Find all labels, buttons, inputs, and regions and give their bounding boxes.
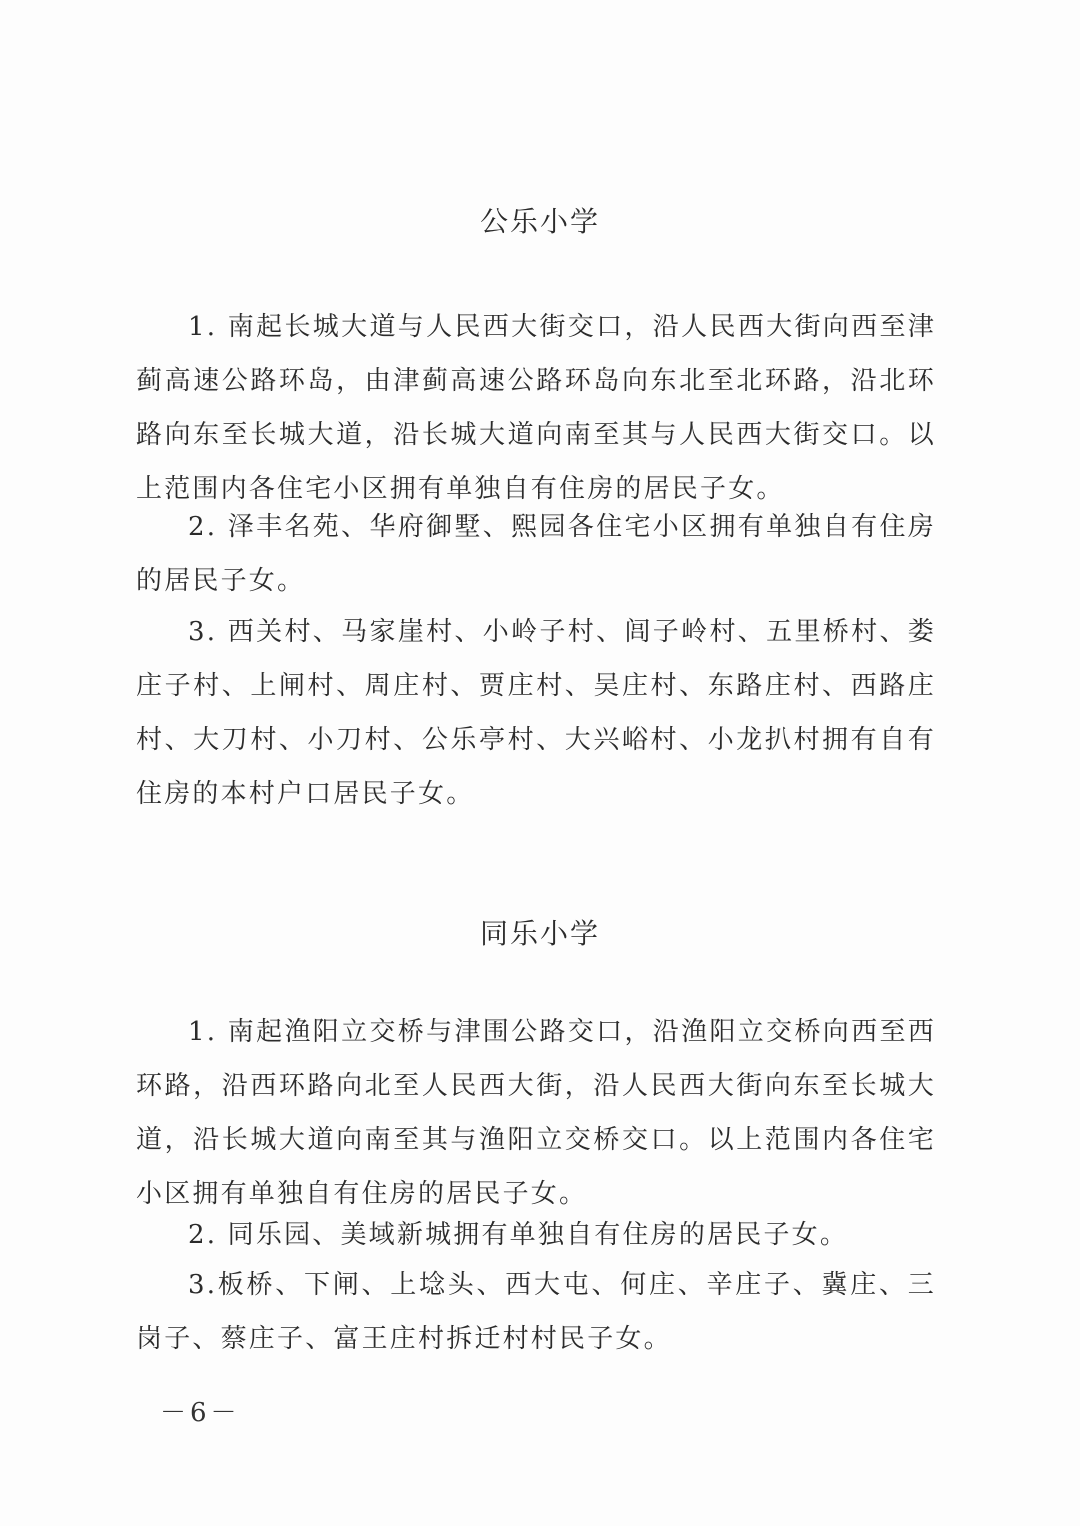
tongle-paragraph-1: 1. 南起渔阳立交桥与津围公路交口，沿渔阳立交桥向西至西环路，沿西环路向北至人民西大街，沿人民西大街向东至长城大道，沿长城大道向南至其与渔阳立交桥交口。以上范围内各住宅小区拥有单独自有住房的居民子女。 — [136, 1017, 936, 1209]
tongle-paragraph-3: 3.板桥、下闸、上埝头、西大屯、何庄、辛庄子、冀庄、三岗子、蔡庄子、富王庄村拆迁村村民子女。 — [136, 1270, 936, 1354]
page-number: －6－ — [160, 1398, 241, 1428]
gongle-paragraph-1: 1. 南起长城大道与人民西大街交口，沿人民西大街向西至津蓟高速公路环岛，由津蓟高速公路环岛向东北至北环路，沿北环路向东至长城大道，沿长城大道向南至其与人民西大街交口。以上范围内各住宅小区拥有单独自有住房的居民子女。 — [136, 312, 936, 504]
tongle-paragraph-2: 2. 同乐园、美域新城拥有单独自有住房的居民子女。 — [188, 1220, 849, 1250]
section-title-gongle: 公乐小学 — [479, 205, 600, 238]
section-title-tongle: 同乐小学 — [479, 917, 600, 950]
gongle-paragraph-3: 3. 西关村、马家崖村、小岭子村、闾子岭村、五里桥村、娄庄子村、上闸村、周庄村、贾庄村、吴庄村、东路庄村、西路庄村、大刀村、小刀村、公乐亭村、大兴峪村、小龙扒村拥有自有住房的本村户口居民子女。 — [136, 617, 936, 809]
gongle-paragraph-2: 2. 泽丰名苑、华府御墅、熙园各住宅小区拥有单独自有住房的居民子女。 — [136, 512, 936, 596]
